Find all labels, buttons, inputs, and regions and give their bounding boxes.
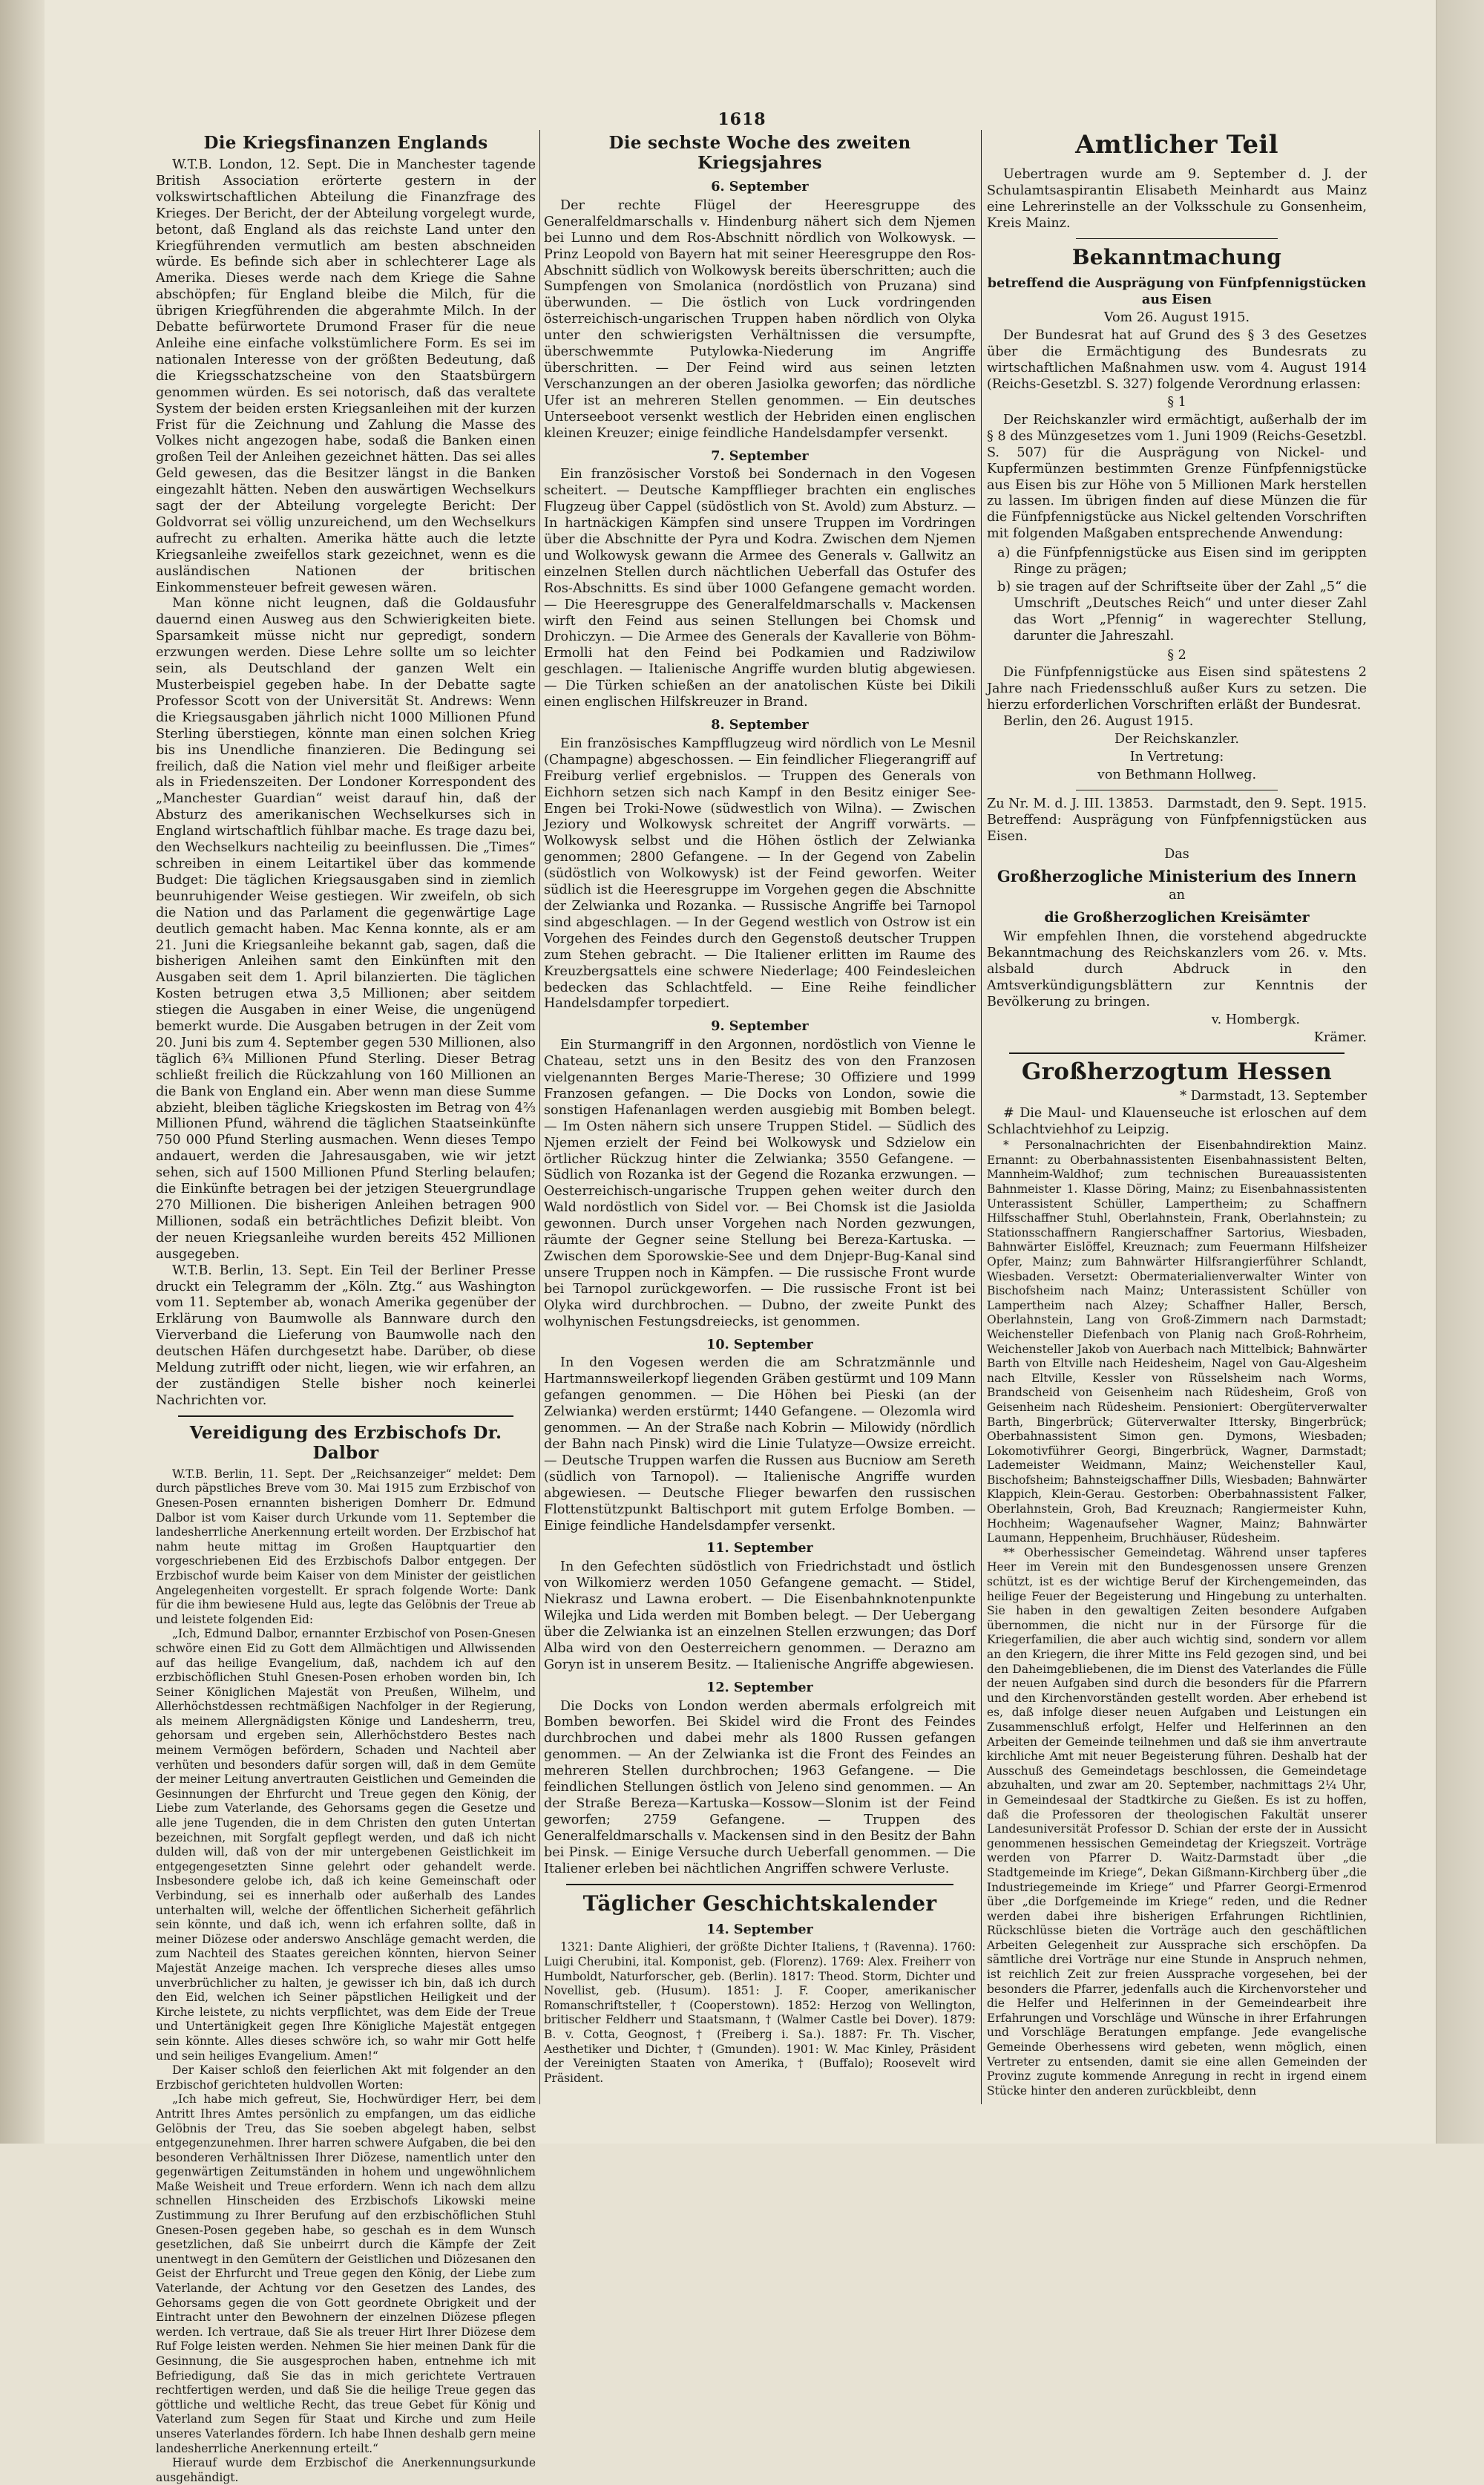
item-list <box>987 546 1367 644</box>
list-item: b) sie tragen auf der Schriftseite über der Zahl „5“ die Umschrift „Deutsches Reich“ und unter dieser Zahl das Wort „Pfennig“ in wagerechter Stellung, darunter die Jahreszahl. <box>997 579 1367 644</box>
section-text: Die Docks von London werden abermals erfolgreich mit Bomben beworfen. Bei Skidel wird die Front des Feindes durchbrochen und dabei mehr als 1800 Russen gefangen genommen. — An der Zelwianka ist die Front des Feindes an mehreren Stellen durchbrochen; 1963 Gefangene. — Die feindlichen Stellungen östlich von Jeleno sind genommen. — An der Straße Bereza—Kartuska—Kossow—Slonim ist der Feind geworfen; 2759 Gefangene. — Truppen des Generalfeldmarschalls v. Mackensen sind in den Besitz der Bahn bei Pinsk. — Einige Versuche durch Ueberfall genommen. — Die Italiener erleben bei nächtlichen Angriffen schwere Verluste. <box>544 1698 976 1876</box>
article-paragraph: Der Kaiser schloß den feierlichen Akt mit folgender an den Erzbischof gerichteten huldvollen Worten: <box>156 2063 536 2092</box>
article-paragraph: W.T.B. Berlin, 13. Sept. Ein Teil der Berliner Presse druckt ein Telegramm der „Köln. Ztg.“ aus Washington vom 11. September ab, wonach Amerika gegenüber der Erklärung von Baumwolle als Bannware durch den Vierverband die Lieferung von Baumwolle nach den deutschen Häfen durchgesetzt habe. Darüber, ob diese Meldung zutrifft oder nicht, liegen, wie wir erfahren, an der zuständigen Stelle bisher noch keinerlei Nachrichten vor. <box>156 1263 536 1408</box>
section-title: Großherzogtum Hessen <box>1021 1058 1333 1085</box>
paragraph-symbol: § 1 <box>1167 394 1186 410</box>
column-left <box>156 130 536 2484</box>
section-date: 7. September <box>711 448 809 464</box>
notice-paragraph: Die Fünfpfennigstücke aus Eisen sind spätestens 2 Jahre nach Friedensschluß außer Kurs zu setzen. Die hierzu erforderlichen Vorschriften erläßt der Bundesrat. <box>987 665 1367 713</box>
signature: Der Reichskanzler. <box>1114 732 1239 747</box>
notice-paragraph: Der Bundesrat hat auf Grund des § 3 des Gesetzes über die Ermächtigung des Bundesrats zu wirtschaftlichen Maßnahmen usw. vom 4. August 1914 (Reichs-Gesetzbl. S. 327) folgende Verordnung erlassen: <box>987 328 1367 393</box>
news-paragraph: * Personalnachrichten der Eisenbahndirektion Mainz. Ernannt: zu Oberbahnassistenten Eisenbahnassistent Belten, Mannheim-Waldhof; zum technischen Bureauassistenten Bahnmeister 1. Klasse Döring, Mainz; zu Eisenbahnassistenten Unterassistent Schüller, Lampertheim; zu Schaffnern Hilfsschaffner Stuhl, Oberlahnstein, Frank, Oberlahnstein; zu Stationsschaffnern Rangierschaffner Sartorius, Wiesbaden, Bahnwärter Eislöffel, Kreuznach; zum Feuermann Hilfsheizer Opfer, Mainz; zum Bahnwärter Hilfsrangierführer Schlandt, Wiesbaden. Versetzt: Obermaterialienverwalter Winter von Bischofsheim nach Mainz; Unterassistent Schüller von Lampertheim nach Alzey; Schaffner Haller, Bersch, Oberlahnstein, Lang von Groß-Zimmern nach Darmstadt; Weichensteller Diefenbach von Planig nach Groß-Rohrheim, Weichensteller Jakob von Auerbach nach Mittelbick; Bahnwärter Barth von Eltville nach Heidesheim, Nagel von Gau-Algesheim nach Eltville, Kessler von Rüsselsheim nach Worms, Brandscheid von Geisenheim nach Rüdesheim, Groß von Geisenheim nach Rüdesheim. Pensioniert: Obergüterverwalter Barth, Bingerbrück; Güterverwalter Ittersky, Bingerbrück; Oberbahnassistent Simon gen. Dymons, Wiesbaden; Lokomotivführer Georgi, Bingerbrück, Wagner, Darmstadt; Lademeister Weidmann, Mainz; Weichensteller Kaul, Bischofsheim; Bahnsteigschaffner Dills, Wiesbaden; Bahnwärter Klappich, Klein-Gerau. Gestorben: Oberbahnassistent Falker, Oberlahnstein, Groh, Bad Kreuznach; Rangiermeister Kuhn, Hochheim; Wagenaufseher Wagner, Mainz; Bahnwärter Laumann, Heppenheim, Bruchhäuser, Rüdesheim. <box>987 1139 1367 1545</box>
divider <box>1009 1052 1345 1054</box>
place-date: Berlin, den 26. August 1915. <box>1003 714 1194 730</box>
dateline: * Darmstadt, 13. September <box>1180 1088 1367 1104</box>
section-text: Ein französisches Kampfflugzeug wird nördlich von Le Mesnil (Champagne) abgeschossen. — Ein feindlicher Fliegerangriff auf Freiburg verlief ergebnislos. — Truppen des Generals von Eichhorn setzen sich nach Kampf in den Besitz einiger See-Engen bei Troki-Nowe (südwestlich von Wilna). — Zwischen Jeziory und Wolkowysk schreitet der Angriff vorwärts. — Wolkowysk selbst und die Höhen östlich der Zelwianka genommen; 2800 Gefangene. — In der Gegend von Zabelin (südöstlich von Wolkowysk) ist der Feind geworfen. Weiter südlich ist die Heeresgruppe im Vorgehen gegen die Abschnitte der Zelwianka und Rozanka. — Russische Angriffe bei Tarnopol sind abgeschlagen. — In der Gegend westlich von Ostrow ist ein Vorgehen des Feindes durch den Gegenstoß deutscher Truppen zum Stehen gebracht. — Die Italiener erlitten im Raume des Kreuzbergsattels eine schwere Niederlage; 400 Feindesleichen bedecken das Schlachtfeld. — Eine Reihe feindlicher Handelsdampfer torpediert. <box>544 736 976 1012</box>
signature: Krämer. <box>1313 1029 1367 1045</box>
section-text: In den Vogesen werden die am Schratzmännle und Hartmannsweilerkopf liegenden Gräben gestürmt und 109 Mann gefangen genommen. — Die Höhen bei Pieski (an der Zelwianka) werden erstürmt; 1440 Gefangene. — Olezomla wird genommen. — An der Straße nach Kobrin — Milowidy (nördlich der Bahn nach Pinsk) wird die Linie Tulatyze—Owsize erreicht. — Deutsche Truppen warfen die Russen aus Bucniow am Sereth (südlich von Tarnopol). — Italienische Angriffe wurden abgewiesen. — Deutsche Flieger bewarfen den russischen Flottenstützpunkt Baltischport mit gutem Erfolge Bomben. — Einige feindliche Handelsdampfer versenkt. <box>544 1355 976 1533</box>
reference-place-date: Darmstadt, den 9. Sept. 1915. <box>1166 796 1367 811</box>
announcement-date: Vom 26. August 1915. <box>1103 310 1250 326</box>
list-item: a) die Fünfpfennigstücke aus Eisen sind im gerippten Ringe zu prägen; <box>997 546 1367 577</box>
signature: In Vertretung: <box>1129 750 1224 765</box>
ministry-name: Großherzogliche Ministerium des Innern <box>997 867 1357 886</box>
signature: v. Hombergk. <box>1211 1012 1300 1027</box>
news-paragraph: # Die Maul- und Klauenseuche ist erloschen auf dem Schlachtviehhof zu Leipzig. <box>987 1106 1367 1138</box>
article-title: Die sechste Woche des zweiten Kriegsjahres <box>608 133 911 173</box>
article-paragraph: Hierauf wurde dem Erzbischof die Anerkennungsurkunde ausgehändigt. <box>156 2456 536 2484</box>
column-rule <box>981 130 982 2104</box>
section-date: 12. September <box>706 1679 813 1695</box>
page-number: 1618 <box>718 110 766 129</box>
article-paragraph: W.T.B. Berlin, 11. Sept. Der „Reichsanzeiger“ meldet: Dem durch päpstliches Breve vom 30. Mai 1915 zum Erzbischof von Gnesen-Posen ernannten bisherigen Domherr Dr. Edmund Dalbor ist vom Kaiser durch Urkunde vom 11. September die landesherrliche Anerkennung erteilt worden. Der Erzbischof hat nahm heute mittag im Großen Hauptquartier den vorgeschriebenen Eid des Erzbischofs Dalbor entgegen. Der Erzbischof wurde beim Kaiser von dem Minister der geistlichen Angelegenheiten vorgestellt. Er sprach folgende Worte: Dank für die ihm bewiesene Huld aus, legte das Gelöbnis der Treue ab und leistete folgenden Eid: <box>156 1467 536 1626</box>
article-paragraph: Man könne nicht leugnen, daß die Goldausfuhr dauernd einen Ausweg aus den Schwierigkeiten biete. Sparsamkeit müsse nicht nur gepredigt, sondern erzwungen werden. Diese Lehre sollte um so leichter sein, als Deutschland der ganzen Welt ein Musterbeispiel gegeben habe. In der Debatte sagte Professor Scott von der Universität St. Andrews: Wenn die Kriegsausgaben jährlich nicht 1000 Millionen Pfund Sterling überstiegen, könnte man einen solchen Krieg bis ins Unendliche finanzieren. Die Bedingung sei freilich, daß die Nation viel mehr und fleißiger arbeite als in Friedenszeiten. Der Londoner Korrespondent des „Manchester Guardian“ weist darauf hin, daß der Absturz des amerikanischen Wechselkurses sich in England wirtschaftlich fühlbar mache. Es trage dazu bei, den Wechselkurs nachteilig zu beeinflussen. Die „Times“ schreiben in einem Leitartikel über das kommende Budget: Die täglichen Kriegsausgaben sind in ziemlich beunruhigender Weise gestiegen. Wir zweifeln, ob sich die Nation und das Parlament die gegenwärtige Lage deutlich gemacht haben. Mac Kenna konnte, als er am 21. Juni die Kriegsanleihe bekannt gab, sagen, daß die bisherigen Anleihen samt den Einkünften mit den Ausgaben seit dem 1. April bilanzierten. Die täglichen Kosten betrugen etwa 3,5 Millionen; aber seitdem stiegen die Ausgaben in einer Weise, die ungenügend bemerkt wurde. Die Ausgaben betrugen in der Zeit vom 20. Juni bis zum 4. September gegen 530 Millionen, also täglich 6¾ Millionen Pfund Sterling. Dieser Betrag schließt freilich die Rückzahlung von 160 Millionen an die Bank von England ein. Aber wenn man diese Summe abzieht, bleiben tägliche Kriegskosten im Betrag von 4⅔ Millionen Pfund, während die täglichen Staatseinkünfte 750 000 Pfund Sterling ausmachen. Wenn dieses Tempo andauert, werden die Jahresausgaben, wie wir jetzt sehen, sich auf 1500 Millionen Pfund Sterling belaufen; die Einkünfte betragen bei der jetzigen Steuergrundlage 270 Millionen. Die bisherigen Anleihen betragen 900 Millionen, sodaß ein beträchtliches Defizit bleibt. Von der neuen Kriegsanleihe wurden bereits 452 Millionen ausgegeben. <box>156 596 536 1262</box>
announcement-subtitle: betreffend die Ausprägung von Fünfpfennigstücken aus Eisen <box>987 275 1367 307</box>
divider <box>178 1415 513 1417</box>
notice-paragraph: Uebertragen wurde am 9. September d. J. der Schulamtsaspirantin Elisabeth Meinhardt aus Mainz eine Lehrerinstelle an der Volksschule zu Gonsenheim, Kreis Mainz. <box>987 167 1367 231</box>
column-middle <box>544 130 976 2104</box>
paragraph-symbol: § 2 <box>1167 647 1186 663</box>
oath-text: „Ich, Edmund Dalbor, ernannter Erzbischof von Posen-Gnesen schwöre einen Eid zu Gott dem Allmächtigen und Allwissenden auf das heilige Evangelium, daß, nachdem ich auf den erzbischöflichen Stuhl Gnesen-Posen erhoben worden bin, Ich Seiner Königlichen Majestät von Preußen, Wilhelm, und Allerhöchstdessen rechtmäßigen Nachfolger in der Regierung, als meinem Allergnädigsten Könige und Landesherrn, treu, gehorsam und ergeben sein, Allerhöchstdero Bestes nach meinem Vermögen befördern, Schaden und Nachteil aber verhüten und besonders dafür sorgen will, daß in dem Gemüte der meiner Leitung anvertrauten Geistlichen und Gemeinden die Gesinnungen der Ehrfurcht und Treue gegen den König, der Liebe zum Vaterlande, des Gehorsams gegen die Gesetze und alle jene Tugenden, die in dem Christen den guten Untertan bezeichnen, mit Sorgfalt gepflegt werden, und daß ich nicht dulden will, daß von der mir untergebenen Geistlichkeit im entgegengesetzten Sinne gelehrt oder gehandelt werde. Insbesondere gelobe ich, daß ich keine Gemeinschaft oder Verbindung, sei es innerhalb oder außerhalb des Landes unterhalten will, welche der öffentlichen Sicherheit gefährlich sein könnte, und daß ich, wenn ich erfahren sollte, daß in meiner Diözese oder anderswo Anschläge gemacht werden, die zum Nachteil des Staates gereichen könnten, hiervon Seiner Majestät Anzeige machen. Ich verspreche dieses alles umso unverbrüchlicher zu halten, je gewisser ich bin, daß ich durch den Eid, welchen ich Seiner päpstlichen Heiligkeit und der Kirche leistete, zu nichts verpflichtet, was dem Eide der Treue und Untertänigkeit gegen Ihre Königliche Majestät entgegen sein könnte. Alles dieses schwöre ich, so wahr mir Gott helfe und sein heiliges Evangelium. Amen!“ <box>156 1627 536 2063</box>
signature: von Bethmann Hollweg. <box>1097 767 1257 782</box>
adjacent-page-edge <box>1436 0 1484 2144</box>
section-date: 9. September <box>711 1018 809 1035</box>
binding-edge <box>0 0 45 2144</box>
reference-an: an <box>1169 888 1185 903</box>
announcement-title: Bekanntmachung <box>1071 244 1282 269</box>
calendar-text: 1321: Dante Alighieri, der größte Dichter Italiens, † (Ravenna). 1760: Luigi Cherubini, ital. Komponist, geb. (Florenz). 1769: Alex. Freiherr von Humboldt, Naturforscher, geb. (Berlin). 1817: Theod. Storm, Dichter und Novellist, geb. (Husum). 1851: J. F. Cooper, amerikanischer Romanschriftsteller, † (Cooperstown). 1852: Herzog von Wellington, britischer Feldherr und Staatsmann, † (Walmer Castle bei Dover). 1879: B. v. Cotta, Geognost, † (Freiberg i. Sa.). 1887: Fr. Th. Vischer, Aesthetiker und Dichter, † (Gmunden). 1901: W. Mac Kinley, Präsident der Vereinigten Staaten von Amerika, † (Buffalo); Roosevelt wird Präsident. <box>544 1940 976 2085</box>
section-date: 10. September <box>706 1336 813 1352</box>
column-rule <box>539 130 540 2104</box>
calendar-date: 14. September <box>706 1921 813 1937</box>
speech-text: „Ich habe mich gefreut, Sie, Hochwürdiger Herr, bei dem Antritt Ihres Amtes persönlich zu empfangen, um das eidliche Gelöbnis der Treu, das Sie soeben abgelegt haben, selbst entgegenzunehmen. Ihrer harren schwere Aufgaben, die bei den besonderen Verhältnissen Ihrer Diözese, namentlich unter den gegenwärtigen Zeitumständen in hohem und ungewöhnlichem Maße Weisheit und Treue erfordern. Wenn ich nach dem allzu schnellen Hinscheiden des Erzbischofs Likowski meine Zustimmung zu Ihrer Berufung auf den erzbischöflichen Stuhl Gnesen-Posen gegeben habe, so geschah es in dem Wunsch gesetzlichen, daß Sie unbeirrt durch die Kämpfe der Zeit unentwegt in den Gemütern der Geistlichen und Diözesanen den Geist der Ehrfurcht und Treue gegen den König, der Liebe zum Vaterlande, der Achtung vor den Gesetzen des Landes, des Gehorsams gegen die von Gott geordnete Obrigkeit und der Eintracht unter den Bewohnern der einzelnen Diözese pflegen werden. Ich vertraue, daß Sie als treuer Hirt Ihrer Diözese dem Ruf Folge leisten werden. Nehmen Sie hier meinen Dank für die Gesinnung, die Sie ausgesprochen haben, entnehme ich mit Befriedigung, daß Sie das in mich gerichtete Vertrauen rechtfertigen werden, und daß Sie die heilige Treue gegen das göttliche und weltliche Recht, das treue Gebet für König und Vaterland zum Segen für Staat und Kirche und zum Heile unseres Vaterlandes fördern. Ich habe Ihnen deshalb gern meine landesherrliche Anerkennung erteilt.“ <box>156 2092 536 2455</box>
recipient-name: die Großherzoglichen Kreisämter <box>1044 909 1310 926</box>
section-title: Amtlicher Teil <box>1075 130 1278 160</box>
article-title: Vereidigung des Erzbischofs Dr. Dalbor <box>189 1422 502 1463</box>
divider <box>1076 238 1278 239</box>
reference-subject: Betreffend: Ausprägung von Fünfpfennigstücken aus Eisen. <box>987 812 1367 844</box>
column-right <box>987 130 1367 2104</box>
reference-das: Das <box>1164 846 1189 862</box>
section-text: In den Gefechten südöstlich von Friedrichstadt und östlich von Wilkomierz werden 1050 Gefangene gemacht. — Stidel, Niekrasz und Lawna erobert. — Die Eisenbahnknotenpunkte Wilejka und Lida werden mit Bomben belegt. — Der Uebergang über die Zelwianka ist an einzelnen Stellen erzwungen; das Dorf Alba wird von den Oesterreichern genommen. — Derazno am Goryn ist in unserem Besitz. — Italienische Angriffe abgewiesen. <box>544 1559 976 1672</box>
article-paragraph: W.T.B. London, 12. Sept. Die in Manchester tagende British Association erörterte gestern in der volkswirtschaftlichen Abteilung die Finanzfrage des Krieges. Der Bericht, der der Abteilung vorgelegt wurde, betont, daß England als das reichste Land unter den Kriegführenden vermutlich am besten abschneiden würde. Es befinde sich aber in schlechterer Lage als Amerika. Dieses werde nach dem Kriege die Sahne abschöpfen; für England bleibe die Milch, für die übrigen Kriegführenden die abgerahmte Milch. In der Debatte befürwortete Drumond Fraser für die neue Anleihe eine einfache volkstümlichere Form. Es sei im nationalen Interesse von der größten Bedeutung, daß die Kriegsschatzscheine von den Staatsbürgern genommen würden. Es sei notorisch, daß das veraltete System der beiden ersten Kriegsanleihen mit der kurzen Frist für die Zeichnung und Zahlung die Masse des Volkes nicht angezogen habe, sodaß die Banken einen großen Teil der Anleihen gezeichnet hätten. Das sei alles Geld gewesen, das die Besitzer längst in die Banken eingezahlt hätten. Neben den auswärtigen Wechselkurs sagt der der Abteilung vorgelegte Bericht: Der Goldvorrat sei völlig unzureichend, um den Wechselkurs aufrecht zu erhalten. Amerika hätte auch die letzte Kriegsanleihe zweifellos stark gezeichnet, wenn es die ausländischen Nationen der britischen Einkommensteuer befreit gewesen wären. <box>156 157 536 595</box>
section-text: Der rechte Flügel der Heeresgruppe des Generalfeldmarschalls v. Hindenburg nähert sich dem Njemen bei Lunno und dem Ros-Abschnitt nördlich von Wolkowysk. — Prinz Leopold von Bayern hat mit seiner Heeresgruppe den Ros-Abschnitt südlich von Wolkowysk bereits überschritten; auch die Sumpfengen von Smolanica (nordöstlich von Pruzana) sind überwunden. — Die östlich von Luck vordringenden österreichisch-ungarischen Truppen haben nördlich von Olyka unter den schwierigsten Verhältnissen die versumpfte, überschwemmte Putylowka-Niederung im Angriffe überschritten. — Der Feind wird aus seinen letzten Verschanzungen an der oberen Jasiolka geworfen; das nördliche Ufer ist an mehreren Stellen genommen. — Ein deutsches Unterseeboot versenkt westlich der Hebriden einen englischen kleinen Kreuzer; einige feindliche Handelsdampfer versenkt. <box>544 197 976 441</box>
reference-line <box>987 796 1367 813</box>
section-date: 8. September <box>711 717 809 733</box>
calendar-title: Täglicher Geschichtskalender <box>582 1890 937 1916</box>
reference-number: Zu Nr. M. d. J. III. 13853. <box>987 796 1154 811</box>
section-text: Ein französischer Vorstoß bei Sondernach in den Vogesen scheitert. — Deutsche Kampfflieger brachten ein englisches Flugzeug über Cappel (südöstlich von St. Avold) zum Absturz. — In hartnäckigen Kämpfen sind unsere Truppen im Vordringen über die Abschnitte der Pyra und Kodra. Zwischen dem Njemen und Wolkowysk gewann die Armee des Generals v. Gallwitz an einzelnen Stellen durch nächtlichen Ueberfall das Ostufer des Ros-Abschnitts. Es sind über 1000 Gefangene gemacht worden. — Die Heeresgruppe des Generalfeldmarschalls v. Mackensen wirft den Feind aus seinen Stellungen bei Chomsk und Drohiczyn. — Die Armee des Generals der Kavallerie von Böhm-Ermolli hat den Feind bei Podkamien und Radziwilow geschlagen. — Italienische Angriffe wurden blutig abgewiesen. — Die Türken schießen an der anatolischen Küste bei Dikili einen englischen Hilfskreuzer in Brand. <box>544 467 976 710</box>
section-date: 11. September <box>706 1540 813 1556</box>
article-title: Die Kriegsfinanzen Englands <box>203 133 488 153</box>
notice-paragraph: Wir empfehlen Ihnen, die vorstehend abgedruckte Bekanntmachung des Reichskanzlers vom 26. v. Mts. alsbald durch Abdruck in den Amtsverkündigungsblättern zur Kenntnis der Bevölkerung zu bringen. <box>987 929 1367 1009</box>
news-paragraph: ** Oberhessischer Gemeindetag. Während unser tapferes Heer im Verein mit den Bundesgenossen unsere Grenzen schützt, ist es der wichtige Beruf der Kirchengemeinden, das heilige Feuer der Begeisterung und Hingebung zu unterhalten. Sie haben in den gewaltigen Zeiten besondere Aufgaben übernommen, die nicht nur in der Fürsorge für die Kriegerfamilien, die aber auch wichtig sind, sondern vor allem an den Kriegern, die ihrer Mitte ins Feld gezogen sind, und bei den Daheimgebliebenen, die im Dienst des Vaterlandes die Fülle der neuen Aufgaben sind durch die besonders für die Pfarrern und den Kirchenvorständen gestellt worden. Aber erhebend ist es, daß infolge dieser neuen Aufgaben und Leistungen ein Zusammenschluß erfolgt, Helfer und Helferinnen an den Arbeiten der Gemeinde teilnehmen und daß sie ihm anvertraute kirchliche Amt mit neuer Begeisterung führen. Deshalb hat der Ausschuß des Gemeindetags beschlossen, die Gemeindetage abzuhalten, und zwar am 20. September, nachmittags 2¼ Uhr, in Gemeindesaal der Stadtkirche zu Gießen. Es ist zu hoffen, daß die Professoren der theologischen Fakultät unserer Landesuniversität Professor D. Schian der erste der in Aussicht genommenen hessischen Gemeindetag der Kriegszeit. Vorträge werden von Pfarrer D. Waitz-Darmstadt über „die Stadtgemeinde im Kriege“, Dekan Gißmann-Kirchberg über „die Industriegemeinde im Kriege“ und Pfarrer Georgi-Ermenrod über „die Dorfgemeinde im Kriege“ reden, und die Redner werden dabei ihre bisherigen Erfahrungen Richtlinien, Rückschlüsse bieten die Vorträge auch den geschäftlichen Arbeiten Gelegenheit zur Aussprache sich erschöpfen. Da sämtliche drei Vorträge nur eine Stunde in Anspruch nehmen, ist reichlich Zeit zur freien Aussprache vorgesehen, bei der besonders die Pfarrer, jedenfalls auch die Kirchenvorsteher und die Helfer und Helferinnen in der Gemeindearbeit ihre Erfahrungen und Vorschläge und Wünsche in ihrer Erfahrungen und Vorschläge Beratungen empfange. Jede evangelische Gemeinde Oberhessens wird gebeten, wenn möglich, einen Vertreter zu entsenden, damit sie eine allen Gemeinden der Provinz zugute kommende Anregung in recht in irgend einem Stücke hinter den anderen zurückbleibt, denn <box>987 1545 1367 2098</box>
section-date: 6. September <box>711 179 809 194</box>
notice-paragraph: Der Reichskanzler wird ermächtigt, außerhalb der im § 8 des Münzgesetzes vom 1. Juni 1909 (Reichs-Gesetzbl. S. 507) für die Ausprägung von Nickel- und Kupfermünzen bestimmten Grenze Fünfpfennigstücke aus Eisen bis zur Höhe von 5 Millionen Mark herstellen zu lassen. Im übrigen finden auf diese Münzen die für die Fünfpfennigstücke aus Nickel geltenden Vorschriften mit folgenden Maßgaben entsprechende Anwendung: <box>987 412 1367 542</box>
divider <box>566 1884 953 1885</box>
section-text: Ein Sturmangriff in den Argonnen, nordöstlich von Vienne le Chateau, setzt uns in den Besitz des von den Franzosen vielgenannten Berges Marie-Therese; 30 Offiziere und 1999 Franzosen gefangen. — Die Docks von London, sowie die sonstigen Hafenanlagen werden ausgiebig mit Bomben belegt. — Im Osten nähern sich unsere Truppen Stidel. — Südlich des Njemen erzielt der Feind bei Wolkowysk und Sdzielow ein örtlicher Rückzug hinter die Zelwianka; 3550 Gefangene. — Südlich von Rozanka ist der Gegend die Rozanka erzwungen. — Oesterreichisch-ungarische Truppen gehen weiter durch den Wald nordöstlich von Sidel vor. — Bei Chomsk ist die Jasiolda gewonnen. Durch unser Vorgehen nach Norden gezwungen, räumte der Gegner seine Stellung bei Bereza-Kartuska. — Zwischen dem Sporowskie-See und dem Dnjepr-Bug-Kanal sind unsere Truppen noch in Kämpfen. — Die russische Front wurde bei Tarnopol zurückgeworfen. — Die russische Front ist bei Olyka wird durchbrochen. — Dubno, der zweite Punkt des wolhynischen Festungsdreiecks, ist genommen. <box>544 1038 976 1329</box>
